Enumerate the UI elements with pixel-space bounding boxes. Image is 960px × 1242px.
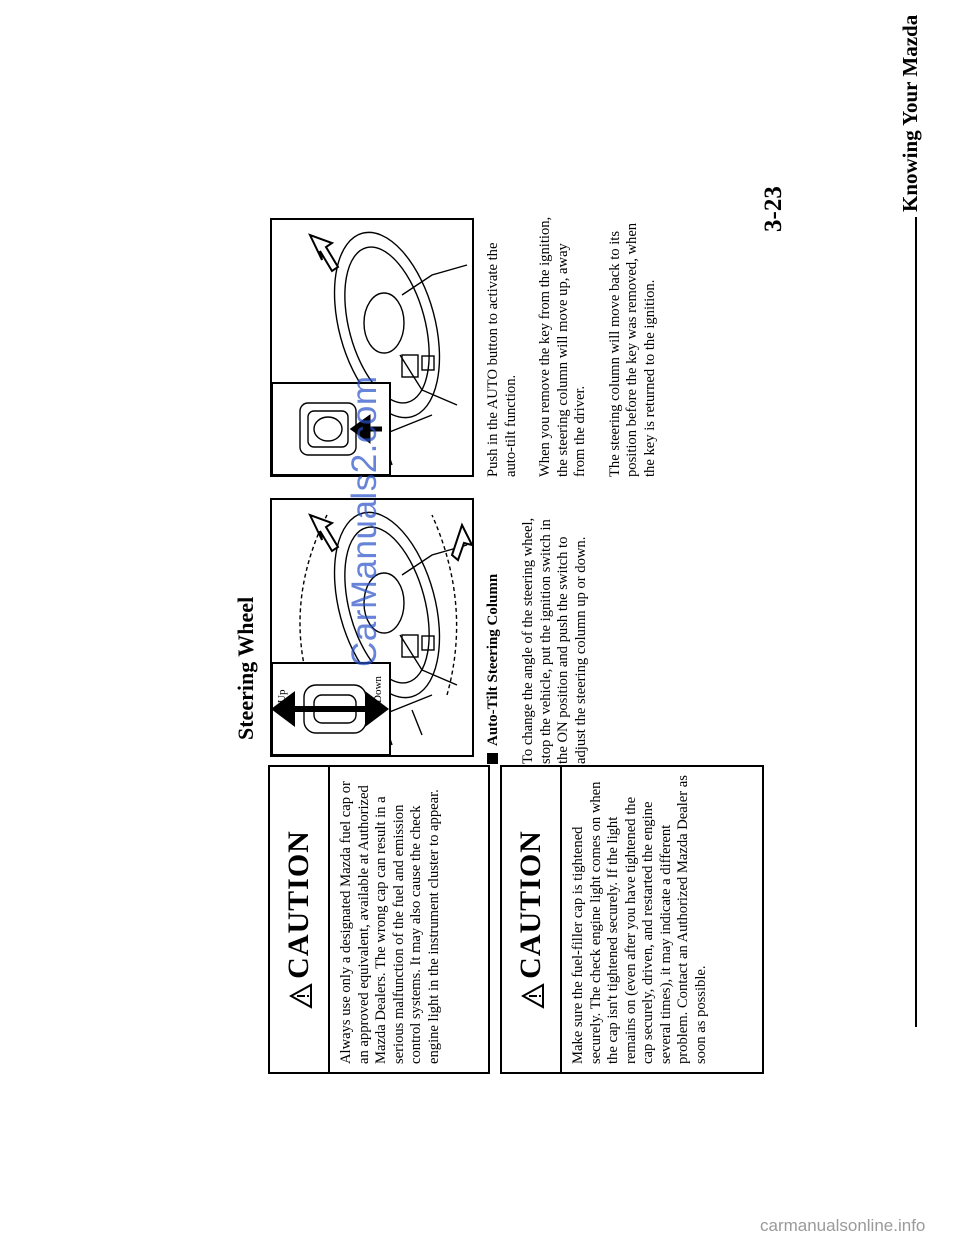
body-column-2 — [485, 215, 676, 477]
paragraph: When you remove the key from the ignition, the steering column will move up, away from the driver. — [537, 216, 588, 477]
subsection-title-text: Auto-Tilt Steering Column — [485, 573, 501, 746]
square-bullet-icon — [487, 753, 498, 764]
caution-label: CAUTION — [282, 830, 315, 979]
caution-box-2 — [500, 765, 764, 1074]
paragraph: Push in the AUTO button to activate the auto-tilt function. — [485, 242, 519, 477]
subsection-title — [485, 574, 502, 764]
paragraph: The steering column will move back to its position before the key was removed, when the key is returned to the ignition. — [606, 222, 658, 477]
caution-heading-2 — [514, 767, 548, 1072]
caution-text-1: Always use only a designated Mazda fuel cap or an approved equivalent, available at Authorized Mazda Dealers. The wrong cap can result in a serious malfunction of the fuel and emission control systems. It may also cause the check engine light in the instrument cluster to appear. — [338, 781, 442, 1064]
watermark-overlay: CarManuals2.com — [345, 375, 384, 667]
label-up: Up — [276, 689, 288, 703]
warning-triangle-icon — [521, 983, 545, 1009]
caution-divider — [328, 767, 330, 1072]
section-title: Steering Wheel — [233, 596, 258, 740]
header-rule — [915, 217, 917, 1027]
caution-text-2: Make sure the fuel-filler cap is tightened securely. The check engine light comes on when the cap isn't tightened securely. If the light remains on (even after you have tightened the cap securely, driven, and restarted the engine several times), it may indicate a different problem. Contact an Authorized Mazda Dealer as soon as possible. — [570, 775, 709, 1064]
page-number: 3-23 — [760, 186, 787, 232]
caution-label: CAUTION — [514, 830, 547, 979]
caution-box-1 — [268, 765, 490, 1074]
warning-triangle-icon — [289, 983, 313, 1009]
paragraph: To change the angle of the steering wheel, stop the vehicle, put the ignition switch in the ON position and push the switch to adjust the steering column up or down. — [520, 517, 589, 764]
label-down: Down — [372, 676, 384, 703]
running-header: Knowing Your Mazda — [898, 14, 922, 212]
caution-heading-1 — [282, 767, 316, 1072]
caution-divider — [560, 767, 562, 1072]
body-column-1 — [520, 499, 607, 764]
watermark-footer: carmanualsonline.info — [760, 1216, 926, 1235]
